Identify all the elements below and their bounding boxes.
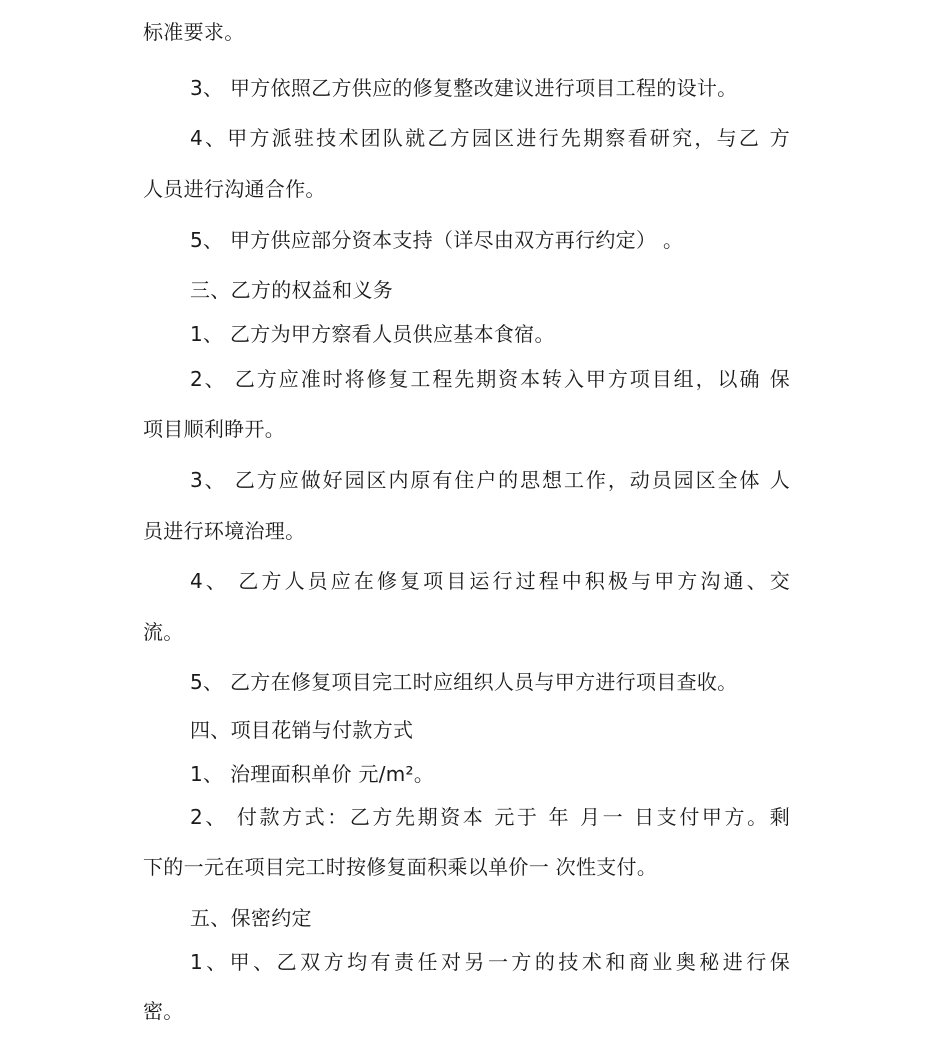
paragraph-line: 项目顺利睁开。: [143, 417, 286, 441]
paragraph-line: 1、甲、乙双方均有责任对另一方的技术和商业奥秘进行保: [190, 950, 790, 974]
section-heading: 五、保密约定: [190, 906, 312, 930]
paragraph-line: 员进行环境治理。: [143, 519, 306, 543]
paragraph-line: 1、 乙方为甲方察看人员供应基本食宿。: [190, 322, 555, 346]
paragraph-line: 1、 治理面积单价 元/m²。: [190, 762, 435, 786]
paragraph-line: 2、 乙方应准时将修复工程先期资本转入甲方项目组，以确 保: [190, 367, 790, 391]
paragraph-line: 3、 乙方应做好园区内原有住户的思想工作，动员园区全体 人: [190, 468, 790, 492]
paragraph-line: 3、 甲方依照乙方供应的修复整改建议进行项目工程的设计。: [190, 76, 738, 100]
paragraph-line: 人员进行沟通合作。: [143, 177, 326, 201]
section-heading: 四、项目花销与付款方式: [190, 718, 414, 742]
paragraph-line: 5、 乙方在修复项目完工时应组织人员与甲方进行项目查收。: [190, 670, 738, 694]
section-heading: 三、乙方的权益和义务: [190, 278, 393, 302]
paragraph-line: 4、甲方派驻技术团队就乙方园区进行先期察看研究，与乙 方: [190, 126, 790, 150]
paragraph-line: 下的一元在项目完工时按修复面积乘以单价一 次性支付。: [143, 855, 658, 879]
paragraph-line: 4、 乙方人员应在修复项目运行过程中积极与甲方沟通、交: [190, 569, 790, 593]
paragraph-line: 2、 付款方式：乙方先期资本 元于 年 月一 日支付甲方。剩: [190, 805, 790, 829]
paragraph-line: 标准要求。: [143, 20, 245, 44]
paragraph-line: 密。: [143, 999, 184, 1023]
paragraph-line: 5、 甲方供应部分资本支持（详尽由双方再行约定） 。: [190, 228, 684, 252]
paragraph-line: 流。: [143, 620, 184, 644]
